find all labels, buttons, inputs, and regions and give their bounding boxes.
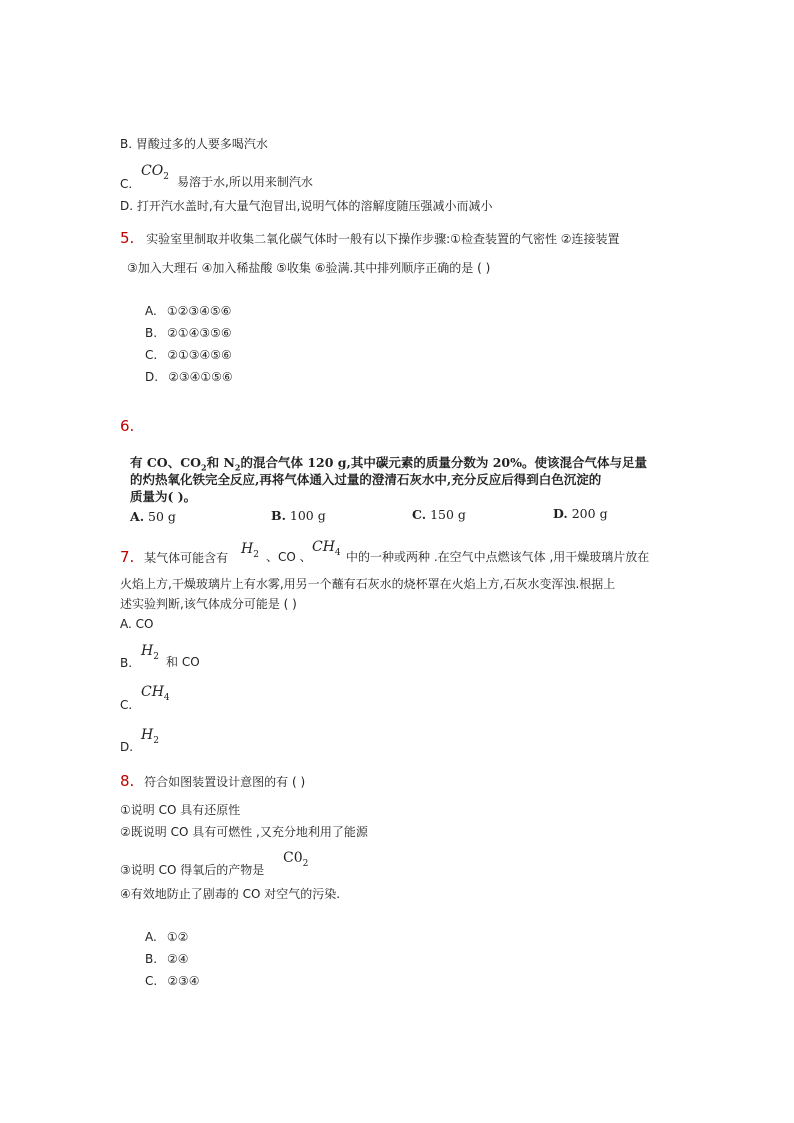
q7-number: 7.	[120, 548, 135, 566]
q7-stem-line3: 述实验判断,该气体成分可能是 ( )	[120, 597, 297, 611]
q7-option-b-text: 和 CO	[166, 655, 200, 669]
q5-stem-line1: 5. 实验室里制取并收集二氧化碳气体时一般有以下操作步骤:①检查装置的气密性 ②连接装置	[120, 229, 620, 247]
q7-option-c-prefix: C.	[120, 698, 133, 712]
q7-option-b-prefix: B.	[120, 656, 133, 670]
q5-number: 5.	[120, 229, 135, 247]
q8-stem: 8. 符合如图装置设计意图的有 ( )	[120, 772, 306, 790]
q7-option-c-formula: $CH_4$	[141, 684, 170, 703]
q6-stem-line1: 有 CO、$CO_2$和 $N_2$的混合气体 120 g,其中碳元素的质量分数为 20%。使该混合气体与足量	[130, 455, 647, 473]
q5-option-d: D. ②③④①⑤⑥	[145, 370, 233, 384]
q6-number: 6.	[120, 417, 135, 435]
q8-option-c: C. ②③④	[145, 974, 200, 988]
q5-option-c: C. ②①③④⑤⑥	[145, 348, 232, 362]
q4-option-c-formula: $CO_2$	[141, 163, 169, 182]
q4-option-c-text: 易溶于水,所以用来制汽水	[177, 175, 313, 189]
q6-option-c: C. 150 g	[412, 507, 466, 522]
q5-option-b: B. ②①④③⑤⑥	[145, 326, 232, 340]
q4-option-c-prefix: C.	[120, 177, 133, 191]
q7-stem-c: 中的一种或两种 .在空气中点燃该气体 ,用干燥玻璃片放在	[346, 550, 650, 564]
q7-ch4-formula: $CH_4$	[312, 539, 341, 558]
q8-option-a: A. ①②	[145, 930, 189, 944]
q7-h2-formula: $H_2$	[241, 541, 259, 560]
q5-stem-line2: ③加入大理石 ④加入稀盐酸 ⑤收集 ⑥验满.其中排列顺序正确的是 ( )	[127, 261, 491, 275]
q6-stem-line2: 的灼热氧化铁完全反应,再将气体通入过量的澄清石灰水中,充分反应后得到白色沉淀的	[130, 472, 602, 487]
q4-option-b: B. 胃酸过多的人要多喝汽水	[120, 137, 268, 151]
q8-item-4: ④有效地防止了剧毒的 CO 对空气的污染.	[120, 887, 341, 901]
q6-option-b: B. 100 g	[271, 508, 326, 523]
q7-option-d-prefix: D.	[120, 740, 134, 754]
q7-stem-line1: 7. 某气体可能含有	[120, 548, 229, 566]
q4-option-d: D. 打开汽水盖时,有大量气泡冒出,说明气体的溶解度随压强减小而减小	[120, 199, 493, 213]
q6-stem-line3: 质量为( )。	[130, 489, 197, 504]
q6-option-d: D. 200 g	[553, 506, 608, 521]
q8-option-b: B. ②④	[145, 952, 189, 966]
q5-option-a: A. ①②③④⑤⑥	[145, 304, 232, 318]
q8-item-3-formula: $C0_2$	[283, 850, 309, 869]
q8-item-2: ②既说明 CO 具有可燃性 ,又充分地利用了能源	[120, 825, 368, 839]
q7-stem-b: 、CO 、	[266, 550, 312, 564]
q7-stem-line2: 火焰上方,干燥玻璃片上有水雾,用另一个蘸有石灰水的烧杯罩在火焰上方,石灰水变浑浊.根据上	[120, 577, 616, 591]
q8-item-1: ①说明 CO 具有还原性	[120, 803, 241, 817]
q7-option-b-formula: $H_2$	[141, 643, 159, 662]
q6-option-a: A. 50 g	[130, 509, 176, 524]
q7-option-d-formula: $H_2$	[141, 727, 159, 746]
q8-number: 8.	[120, 772, 135, 790]
q8-item-3: ③说明 CO 得氧后的产物是	[120, 863, 265, 877]
q7-option-a: A. CO	[120, 617, 154, 631]
